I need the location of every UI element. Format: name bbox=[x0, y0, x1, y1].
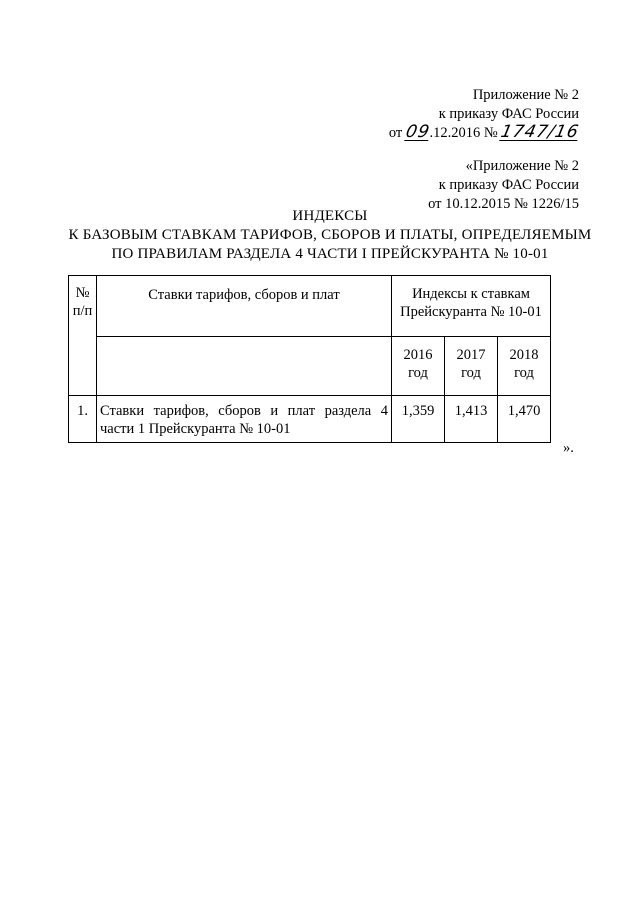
header-indices-cell: Индексы к ставкам Прейскуранта № 10-01 bbox=[392, 276, 551, 337]
table-years-row bbox=[69, 337, 551, 396]
title-line-2: К БАЗОВЫМ СТАВКАМ ТАРИФОВ, СБОРОВ И ПЛАТЫ, ОПРЕДЕЛЯЕМЫМ bbox=[68, 227, 592, 243]
closing-quote: ». bbox=[563, 440, 574, 456]
handwritten-day: 09 bbox=[403, 122, 432, 142]
empty-cell bbox=[97, 337, 392, 396]
original-appendix-header bbox=[428, 157, 579, 214]
year-cell-2017: 2017 год bbox=[445, 337, 498, 396]
header-number-cell: № п/п bbox=[69, 276, 97, 396]
table-row bbox=[69, 396, 551, 443]
value-cell-2016: 1,359 bbox=[392, 396, 445, 443]
document-title bbox=[40, 207, 620, 264]
handwritten-order-number: 1747/16 bbox=[499, 122, 582, 142]
original-appendix-label: «Приложение № 2 bbox=[465, 158, 579, 174]
row-number-cell: 1. bbox=[69, 396, 97, 443]
title-line-3: ПО ПРАВИЛАМ РАЗДЕЛА 4 ЧАСТИ I ПРЕЙСКУРАНТА № 10-01 bbox=[111, 246, 549, 262]
header-rates-cell: Ставки тарифов, сборов и плат bbox=[97, 276, 392, 337]
value-cell-2017: 1,413 bbox=[445, 396, 498, 443]
appendix-header bbox=[388, 86, 582, 143]
order-date-number: от 09.12.2016 № 1747/16 bbox=[388, 122, 582, 142]
appendix-label: Приложение № 2 bbox=[472, 87, 579, 103]
table-header-row bbox=[69, 276, 551, 337]
year-cell-2018: 2018 год bbox=[498, 337, 551, 396]
original-order-date-number: от 10.12.2015 № 1226/15 bbox=[428, 196, 579, 212]
title-line-1: ИНДЕКСЫ bbox=[292, 208, 368, 224]
order-reference: к приказу ФАС России bbox=[438, 106, 579, 122]
original-order-reference: к приказу ФАС России bbox=[438, 177, 579, 193]
row-name-cell: Ставки тарифов, сборов и плат раздела 4 части 1 Прейскуранта № 10-01 bbox=[97, 396, 392, 443]
indices-table bbox=[68, 275, 551, 443]
value-cell-2018: 1,470 bbox=[498, 396, 551, 443]
year-cell-2016: 2016 год bbox=[392, 337, 445, 396]
